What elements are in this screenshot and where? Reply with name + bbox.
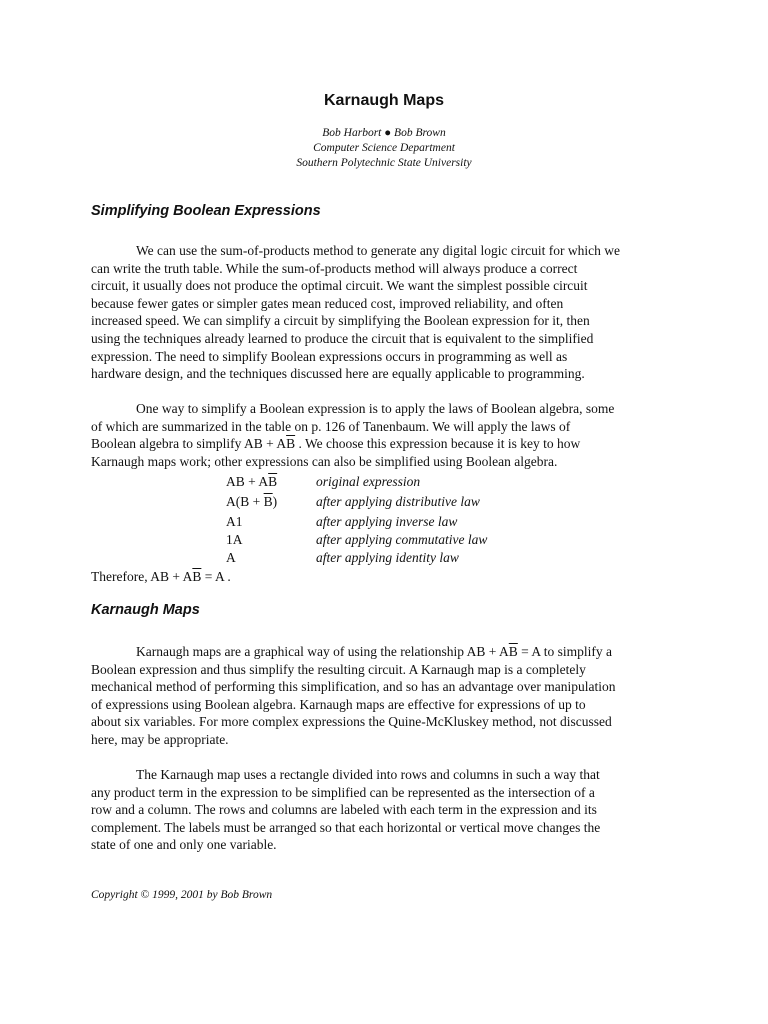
university: Southern Polytechnic State University: [296, 157, 472, 169]
paragraph-line: [91, 435, 681, 453]
paragraph-line: expression. The need to simplify Boolean expressions occurs in programming as well as: [91, 348, 568, 364]
paragraph-line: circuit, it usually does not produce the optimal circuit. We want the simplest possible circuit: [91, 278, 588, 294]
paragraph-line: here, may be appropriate.: [91, 731, 229, 747]
derivation-expression: [226, 474, 277, 490]
paragraph-karnaugh-rectangle: [91, 766, 681, 854]
expression-text: Boolean algebra to simplify AB + A: [91, 436, 287, 452]
paragraph-line: row and a column. The rows and columns are labeled with each term in the expression and its: [91, 802, 597, 818]
overlined-variable: $\overline{B}$: [286, 436, 296, 452]
paragraph-line: Boolean expression and thus simplify the resulting circuit. A Karnaugh map is a completely: [91, 661, 586, 677]
overlined-variable: $\overline{B}$: [263, 494, 273, 509]
paragraph-line: complement. The labels must be arranged so that each horizontal or vertical move changes the: [91, 819, 601, 835]
page-title: Karnaugh Maps: [323, 92, 444, 109]
paragraph-line: hardware design, and the techniques discussed here are equally applicable to programming.: [91, 366, 585, 382]
copyright-footer: Copyright © 1999, 2001 by Bob Brown: [91, 889, 273, 901]
expr-text: AB + A: [226, 474, 269, 489]
paragraph-text: = A to simplify a: [517, 644, 613, 659]
derivation-description: after applying distributive law: [316, 494, 480, 509]
expr-text: A1: [226, 514, 243, 529]
paragraph-line: of which are summarized in the table on p. 126 of Tanenbaum. We will apply the laws of: [91, 418, 571, 434]
paragraph-karnaugh-intro: [91, 643, 681, 749]
paragraph-text: . We choose this expression because it is key to how: [295, 436, 581, 452]
paragraph-line: One way to simplify a Boolean expression is to apply the laws of Boolean algebra, some: [136, 401, 615, 416]
paragraph-line: Karnaugh maps work; other expressions can also be simplified using Boolean algebra.: [91, 453, 558, 469]
paragraph-line: about six variables. For more complex expressions the Quine-McKluskey method, not discussed: [91, 714, 612, 730]
paragraph-boolean-algebra: [91, 400, 681, 470]
overlined-variable: $\overline{B}$: [508, 644, 518, 659]
paragraph-line: of expressions using Boolean algebra. Karnaugh maps are effective for expressions of up to: [91, 696, 586, 712]
derivation-description: after applying commutative law: [316, 532, 488, 547]
paragraph-text: Karnaugh maps are a graphical way of using the relationship AB + A: [136, 644, 509, 659]
derivation-description: after applying identity law: [316, 550, 459, 565]
paragraph-sum-of-products: [91, 242, 681, 383]
expr-text: A(B +: [226, 494, 264, 509]
section-heading-karnaugh-maps: Karnaugh Maps: [91, 602, 200, 618]
derivation-expression: [226, 494, 277, 510]
byline: [0, 126, 768, 171]
conclusion-text: Therefore, AB + A: [91, 569, 193, 584]
paragraph-line: using the techniques already learned to produce the circuit that is equivalent to the simplified: [91, 330, 594, 346]
derivation-description: after applying inverse law: [316, 514, 458, 529]
authors: Bob Harbort ● Bob Brown: [322, 127, 446, 139]
conclusion-text: = A .: [201, 569, 231, 584]
expr-text: ): [272, 494, 278, 509]
paragraph-line: any product term in the expression to be simplified can be represented as the intersection of a: [91, 784, 595, 800]
paragraph-line: [91, 643, 681, 661]
paragraph-line: can write the truth table. While the sum-of-products method will always produce a correct: [91, 260, 578, 276]
department: Computer Science Department: [313, 142, 455, 154]
derivation-expression: [226, 514, 243, 530]
overlined-variable: $\overline{B}$: [268, 474, 278, 489]
derivation-expression: [226, 550, 236, 566]
paragraph-line: because fewer gates or simpler gates mean reduced cost, improved reliability, and often: [91, 295, 564, 311]
paragraph-line: The Karnaugh map uses a rectangle divided into rows and columns in such a way that: [136, 767, 600, 782]
expr-text: A: [226, 550, 236, 565]
paragraph-line: state of one and only one variable.: [91, 837, 277, 853]
therefore-conclusion: [91, 569, 231, 585]
paragraph-line: mechanical method of performing this simplification, and so has an advantage over manipulation: [91, 679, 616, 695]
paragraph-line: increased speed. We can simplify a circuit by simplifying the Boolean expression for it, then: [91, 313, 590, 329]
overlined-variable: $\overline{B}$: [192, 569, 202, 584]
derivation-expression: [226, 532, 243, 548]
expr-text: 1A: [226, 532, 243, 547]
derivation-description: original expression: [316, 474, 421, 489]
section-heading-simplifying: Simplifying Boolean Expressions: [91, 203, 321, 219]
paragraph-line: We can use the sum-of-products method to generate any digital logic circuit for which we: [136, 243, 621, 258]
